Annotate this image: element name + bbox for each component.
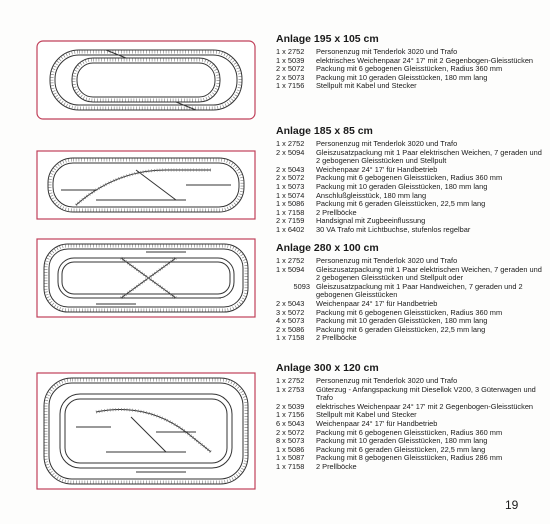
item-desc: Güterzug - Anfangspackung mit Diesellok V200, 3 Güterwagen und Trafo	[316, 384, 536, 403]
item-qty: 8 x 5073	[276, 436, 305, 446]
item-desc: Packung mit 10 geraden Gleisstücken, 180 mm lang	[316, 316, 488, 326]
item-desc: Gleiszusatzpackung mit 1 Paar elektrischen Weichen, 7 geraden und 2 gebogenen Gleisstücken und Stellpult	[316, 147, 542, 166]
list-item	[276, 283, 542, 300]
item-qty: 2 x 5094	[276, 147, 305, 157]
item-desc: Packung mit 10 geraden Gleisstücken, 180 mm lang	[316, 72, 488, 82]
item-desc: Packung mit 10 geraden Gleisstücken, 180 mm lang	[316, 181, 488, 191]
item-qty: 1 x 2753	[276, 384, 305, 394]
item-qty: 1 x 6402	[276, 224, 305, 234]
item-qty: 1 x 7158	[276, 333, 305, 343]
item-qty: 2 x 5043	[276, 164, 305, 174]
item-desc: Packung mit 6 geraden Gleisstücken, 22,5 mm lang	[316, 199, 486, 209]
item-desc: Stellpult mit Kabel und Stecker	[316, 81, 417, 91]
track-plan-195x105	[36, 40, 256, 120]
list-item	[276, 463, 542, 472]
item-qty: 2 x 5039	[276, 401, 305, 411]
page-number: 19	[505, 498, 519, 512]
item-qty: 1 x 7156	[276, 81, 305, 91]
item-qty: 1 x 2752	[276, 47, 305, 56]
item-desc: Weichenpaar 24° 17' für Handbetrieb	[316, 418, 438, 428]
item-desc: Weichenpaar 24° 17' für Handbetrieb	[316, 164, 438, 174]
track-plan-185x85	[36, 150, 256, 220]
item-qty: 1 x 5039	[276, 55, 305, 65]
item-qty: 2 x 5073	[276, 72, 305, 82]
item-desc: Packung mit 6 gebogenen Gleisstücken, Radius 360 mm	[316, 307, 503, 317]
item-qty: 2 x 5086	[276, 324, 305, 334]
track-plan-300x120	[36, 372, 256, 490]
item-qty: 1 x 2752	[276, 376, 305, 385]
item-qty: 1 x 5086	[276, 199, 305, 209]
item-desc: elektrisches Weichenpaar 24° 17' mit 2 Gegenbogen-Gleisstücken	[316, 55, 534, 65]
item-desc: Personenzug mit Tenderlok 3020 und Trafo	[316, 376, 458, 385]
item-qty: 1 x 5086	[276, 444, 305, 454]
section-title: Anlage 185 x 85 cm	[276, 125, 373, 137]
list-item	[276, 266, 542, 283]
list-item	[276, 226, 542, 235]
item-desc: Personenzug mit Tenderlok 3020 und Trafo	[316, 256, 458, 265]
item-qty: 4 x 5073	[276, 316, 305, 326]
item-qty: 1 x 5074	[276, 190, 305, 200]
item-qty: 2 x 5072	[276, 173, 305, 183]
item-qty: 2 x 5072	[276, 64, 305, 74]
item-qty: 2 x 7159	[276, 216, 305, 226]
item-desc: Personenzug mit Tenderlok 3020 und Trafo	[316, 139, 458, 148]
item-qty: 5093	[293, 281, 310, 291]
item-desc: Weichenpaar 24° 17' für Handbetrieb	[316, 298, 438, 308]
item-desc: Packung mit 10 geraden Gleisstücken, 180 mm lang	[316, 436, 488, 446]
item-desc: 2 Prellböcke	[316, 207, 357, 217]
item-desc: 2 Prellböcke	[316, 461, 357, 471]
item-desc: Packung mit 6 gebogenen Gleisstücken, Radius 360 mm	[316, 427, 503, 437]
item-qty: 1 x 2752	[276, 256, 305, 265]
section-title: Anlage 195 x 105 cm	[276, 33, 379, 45]
section-195x105	[276, 33, 542, 91]
item-desc: Packung mit 6 gebogenen Gleisstücken, Radius 360 mm	[316, 173, 503, 183]
list-item	[276, 149, 542, 166]
item-qty: 1 x 5073	[276, 181, 305, 191]
item-desc: Gleiszusatzpackung mit 1 Paar elektrischen Weichen, 7 geraden und 2 gebogenen Gleisstücken und Stellpult oder	[316, 264, 542, 283]
item-qty: 1 x 7158	[276, 207, 305, 217]
item-desc: Stellpult mit Kabel und Stecker	[316, 410, 417, 420]
item-qty: 6 x 5043	[276, 418, 305, 428]
item-qty: 1 x 5087	[276, 453, 305, 463]
item-desc: elektrisches Weichenpaar 24° 17' mit 2 Gegenbogen-Gleisstücken	[316, 401, 534, 411]
list-item	[276, 334, 542, 343]
section-185x85	[276, 125, 542, 235]
item-desc: Handsignal mit Zugbeeinflussung	[316, 216, 426, 226]
section-title: Anlage 300 x 120 cm	[276, 362, 379, 374]
item-qty: 1 x 2752	[276, 139, 305, 148]
item-qty: 1 x 7156	[276, 410, 305, 420]
item-desc: Packung mit 6 geraden Gleisstücken, 22,5 mm lang	[316, 324, 486, 334]
item-qty: 2 x 5043	[276, 298, 305, 308]
section-title: Anlage 280 x 100 cm	[276, 242, 379, 254]
item-desc: Packung mit 6 geraden Gleisstücken, 22,5 mm lang	[316, 444, 486, 454]
item-qty: 1 x 7158	[276, 461, 305, 471]
item-desc: Packung mit 8 gebogenen Gleisstücken, Radius 286 mm	[316, 453, 503, 463]
item-desc: Personenzug mit Tenderlok 3020 und Trafo	[316, 47, 458, 56]
item-desc: 2 Prellböcke	[316, 333, 357, 343]
section-280x100	[276, 242, 542, 343]
item-desc: Gleiszusatzpackung mit 1 Paar Handweichen, 7 geraden und 2 gebogenen Gleisstücken	[316, 281, 523, 300]
list-item	[276, 386, 542, 403]
item-qty: 1 x 5094	[276, 264, 305, 274]
list-item	[276, 82, 542, 91]
item-desc: Packung mit 6 gebogenen Gleisstücken, Radius 360 mm	[316, 64, 503, 74]
item-desc: 30 VA Trafo mit Lichtbuchse, stufenlos regelbar	[316, 224, 471, 234]
item-desc: Anschlußgleisstück, 180 mm lang	[316, 190, 427, 200]
item-qty: 3 x 5072	[276, 307, 305, 317]
item-qty: 2 x 5072	[276, 427, 305, 437]
section-300x120	[276, 362, 542, 472]
track-plan-280x100	[36, 238, 256, 318]
